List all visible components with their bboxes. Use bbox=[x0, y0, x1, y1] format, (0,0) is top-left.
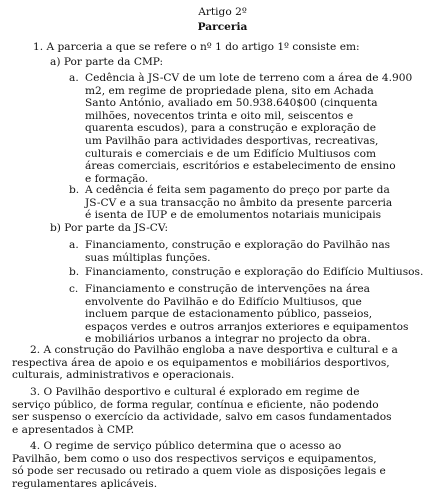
text-line: culturais, administrativos e operacionais. bbox=[12, 369, 235, 382]
text-line: JS-CV e a sua transacção no âmbito da presente parceria bbox=[85, 196, 393, 209]
text-line: é isenta de IUP e de emolumentos notariais municipais bbox=[85, 209, 382, 222]
text-line: ser suspenso o exercício da actividade, salvo em casos fundamentados bbox=[12, 411, 392, 424]
text-line: 4. O regime de serviço público determina que o acesso ao bbox=[30, 440, 342, 452]
text-line: envolvente do Pavilhão e do Edifício Multiusos, que bbox=[85, 295, 362, 308]
item-text bbox=[85, 184, 431, 222]
text-line: culturais e comerciais e de um Edifício Multiusos com bbox=[85, 147, 377, 160]
item-text bbox=[85, 72, 431, 185]
text-line: e mobiliários urbanos a integrar no projecto da obra. bbox=[85, 333, 371, 346]
item-text bbox=[85, 283, 431, 346]
text-line: só pode ser recusado ou retirado a quem viole as disposições legais e bbox=[12, 465, 386, 478]
item-text bbox=[85, 239, 431, 264]
item-marker: a. bbox=[69, 239, 79, 251]
text-line: 2. A construção do Pavilhão engloba a nave desportiva e cultural e a bbox=[30, 344, 398, 356]
text-line: 3. O Pavilhão desportivo e cultural é explorado em regime de bbox=[30, 386, 360, 398]
text-line: serviço público, de forma regular, contínua e eficiente, não podendo bbox=[12, 398, 379, 411]
text-line: Pavilhão, bem como o uso dos respectivos serviços e equipamentos, bbox=[12, 452, 377, 465]
paragraph-4 bbox=[12, 440, 436, 490]
text-line: áreas comerciais, escritórios e estabelecimento de ensino bbox=[85, 160, 396, 173]
article-subtitle: Parceria bbox=[197, 21, 248, 33]
item-text bbox=[85, 266, 431, 279]
text-line: m2, em regime de propriedade plena, sito em Achada bbox=[85, 84, 374, 97]
text-line: incluem parque de estacionamento público, passeios, bbox=[85, 308, 373, 321]
paragraph-3 bbox=[12, 386, 436, 436]
text-line: milhões, novecentos trinta e oito mil, seiscentos e bbox=[85, 109, 354, 122]
section-a-label: a) Por parte da CMP: bbox=[50, 56, 164, 68]
text-line: Financiamento, construção e exploração do Pavilhão nas bbox=[85, 239, 391, 251]
item-marker: b. bbox=[69, 184, 80, 196]
text-line: A cedência é feita sem pagamento do preço por parte da bbox=[85, 184, 390, 196]
text-line: suas múltiplas funções. bbox=[85, 251, 211, 264]
text-line: respectiva área de apoio e os equipamentos e mobiliários desportivos, bbox=[12, 356, 390, 369]
item-marker: a. bbox=[69, 72, 79, 84]
text-line: espaços verdes e outros arranjos exteriores e equipamentos bbox=[85, 320, 409, 333]
paragraph-1-intro: 1. A parceria a que se refere o nº 1 do artigo 1º consiste em: bbox=[33, 41, 360, 53]
text-line: Santo António, avaliado em 50.938.640$00 (cinquenta bbox=[85, 97, 378, 110]
text-line: Financiamento e construção de intervenções na área bbox=[85, 283, 370, 295]
item-marker: b. bbox=[69, 266, 80, 278]
text-line: Cedência à JS-CV de um lote de terreno com a área de 4.900 bbox=[85, 72, 413, 84]
text-line: regulamentares aplicáveis. bbox=[12, 477, 158, 490]
text-line: um Pavilhão para actividades desportivas, recreativas, bbox=[85, 134, 379, 147]
article-title: Artigo 2º bbox=[198, 6, 247, 18]
text-line: e apresentados à CMP. bbox=[12, 423, 135, 436]
paragraph-2 bbox=[12, 344, 436, 382]
item-marker: c. bbox=[69, 283, 79, 295]
text-line: e formação. bbox=[85, 172, 149, 185]
text-line: quarenta escudos), para a construção e exploração de bbox=[85, 122, 377, 135]
text-line: Financiamento, construção e exploração do Edifício Multiusos. bbox=[85, 266, 424, 278]
section-b-label: b) Por parte da JS-CV: bbox=[50, 222, 169, 234]
